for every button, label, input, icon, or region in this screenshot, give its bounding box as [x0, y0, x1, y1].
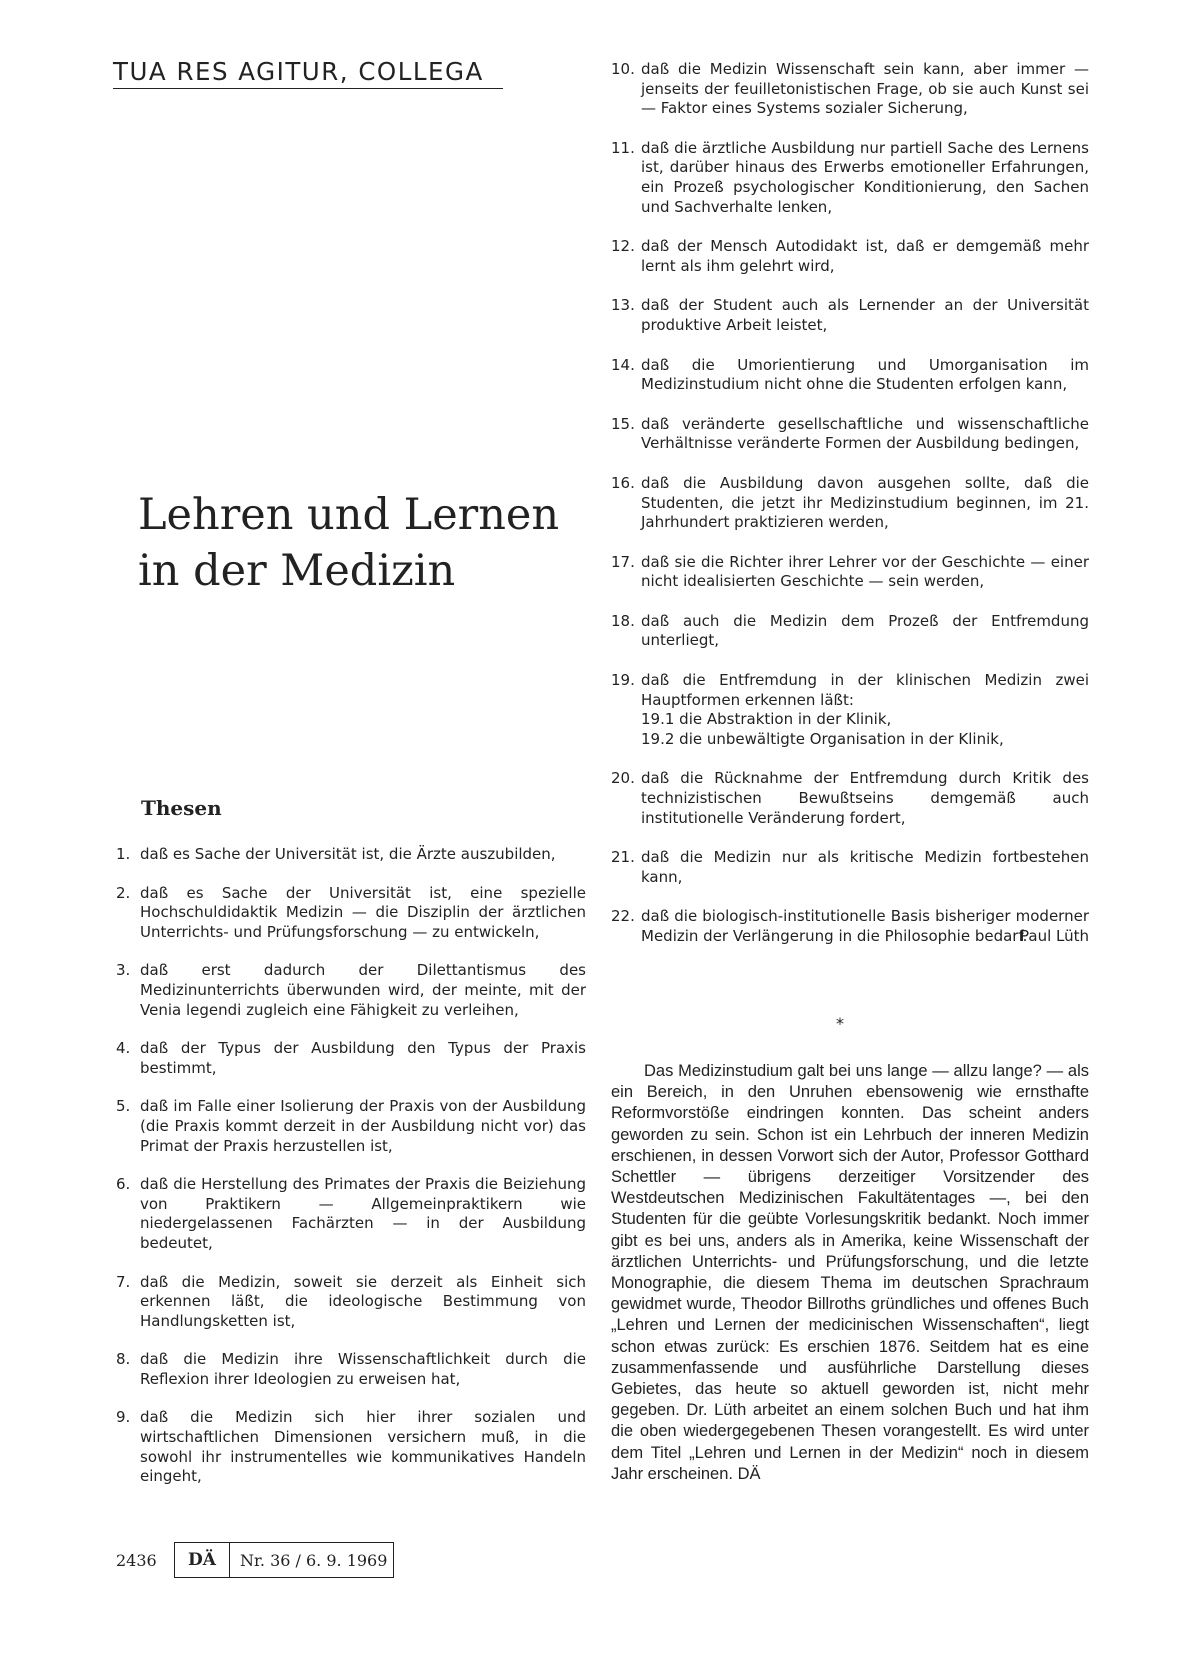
thesis-item — [116, 1273, 586, 1332]
thesis-text: daß die Medizin nur als kritische Medizin fortbestehen kann, — [641, 848, 1089, 886]
thesis-number: 10. — [611, 60, 635, 78]
title-line-2: in der Medizin — [138, 546, 456, 596]
thesis-item — [611, 848, 1089, 887]
thesis-item — [116, 1408, 586, 1486]
title-line-1: Lehren und Lernen — [138, 490, 560, 540]
rubric-header: TUA RES AGITUR, COLLEGA — [113, 58, 503, 89]
thesis-item — [611, 671, 1089, 749]
thesis-text: daß die Ausbildung davon ausgehen sollte, daß die Studenten, die jetzt ihr Medizinstudium beginnen, im 21. Jahrhundert praktizieren werden, — [641, 473, 1089, 532]
sub-thesis: 19.1 die Abstraktion in der Klinik, — [641, 710, 892, 729]
thesis-text: daß der Mensch Autodidakt ist, daß er demgemäß mehr lernt als ihm gelehrt wird, — [641, 237, 1089, 275]
thesis-number: 3. — [116, 961, 131, 980]
sub-thesis: 19.2 die unbewältigte Organisation in der Klinik, — [641, 729, 1004, 748]
thesis-number: 17. — [611, 552, 635, 571]
thesis-text: daß es Sache der Universität ist, eine spezielle Hochschuldidaktik Medizin — die Disziplin der ärztlichen Unterrichts- und Prüfungsforschung — zu entwickeln, — [140, 883, 586, 941]
thesis-number: 14. — [611, 355, 635, 374]
thesis-number: 5. — [116, 1097, 131, 1116]
thesis-text: daß die Herstellung des Primates der Praxis die Beiziehung von Praktikern — Allgemeinpraktikern wie niedergelassenen Fachärzten — in der Ausbildung bedeutet, — [140, 1175, 586, 1252]
thesis-number: 11. — [611, 138, 635, 157]
thesis-number: 21. — [611, 848, 635, 867]
thesis-text: daß sie die Richter ihrer Lehrer vor der Geschichte — einer nicht idealisierten Geschichte — sein werden, — [641, 552, 1089, 591]
thesis-item — [611, 356, 1089, 395]
thesis-text: daß die Medizin Wissenschaft sein kann, aber immer — jenseits der feuilletonistischen Frage, ob sie auch Kunst sei — Faktor eines Systems sozialer Sicherung, — [641, 60, 1089, 118]
thesis-main-text: daß die biologisch-institutionelle Basis bisheriger moderner Medizin der Verlängerung in die Philosophie bedarf. — [641, 907, 1089, 945]
thesis-number: 13. — [611, 296, 635, 315]
thesis-item — [611, 237, 1089, 276]
thesis-item — [116, 1175, 586, 1253]
thesis-item — [611, 474, 1089, 533]
article-title — [138, 487, 558, 599]
page-number: 2436 — [116, 1550, 157, 1570]
thesis-number: 19. — [611, 671, 635, 690]
thesis-text: daß die Medizin, soweit sie derzeit als Einheit sich erkennen läßt, die ideologische Bestimmung von Handlungsketten ist, — [140, 1272, 586, 1330]
issue-info: Nr. 36 / 6. 9. 1969 — [240, 1550, 388, 1570]
thesis-number: 9. — [116, 1408, 131, 1427]
thesis-item — [611, 139, 1089, 217]
thesis-item — [611, 415, 1089, 454]
thesis-text: daß auch die Medizin dem Prozeß der Entfremdung unterliegt, — [641, 611, 1089, 650]
thesis-number: 12. — [611, 237, 635, 256]
editorial-paragraph: Das Medizinstudium galt bei uns lange — allzu lange? — als ein Bereich, in den Unruhen ebensowenig wie ernsthafte Reformvorstöße eindringen konnten. Das scheint anders geworden zu sein. Schon ist ein Lehrbuch der inneren Medizin erschienen, in dessen Vorwort sich der Autor, Professor Gotthard Schettler — übrigens derzeitiger Vorsitzender des Westdeutschen Medizinischen Fakultätentages —, bei den Studenten für die geübte Vorlesungskritik bedankt. Noch immer gibt es bei uns, anders als in Amerika, keine Wissenschaft der ärztlichen Unterrichts- und Prüfungsforschung, und die letzte Monographie, die diesem Thema im deutschen Sprachraum gewidmet wurde, Theodor Billroths gründliches und offenes Buch „Lehren und Lernen der medicinischen Wissenschaften“, liegt schon etwas zurück: Es erschien 1876. Seitdem hat es eine zusammenfassende und ausführliche Darstellung dieses Gebietes, das heute so aktuell geworden ist, nicht mehr gegeben. Dr. Lüth arbeitet an einem solchen Buch und hat ihm die oben wiedergegebenen Thesen vorangestellt. Es wird unter dem Titel „Lehren und Lernen in der Medizin“ noch in diesem Jahr erscheinen. DÄ — [611, 1062, 1089, 1483]
journal-logo: DÄ — [175, 1543, 230, 1577]
thesis-item — [116, 845, 586, 865]
thesis-number: 7. — [116, 1272, 131, 1291]
thesis-text: daß erst dadurch der Dilettantismus des Medizinunterrichts überwunden wird, der meinte, mit der Venia legendi zugleich eine Fähigkeit zu verleihen, — [140, 961, 586, 1019]
thesis-text: daß die ärztliche Ausbildung nur partiell Sache des Lernens ist, darüber hinaus des Erwerbs emotioneller Erfahrungen, ein Prozeß psychologischer Konditionierung, den Sachen und Sachverhalte lenken, — [641, 138, 1089, 216]
thesis-number: 4. — [116, 1039, 131, 1058]
thesis-text: daß die Umorientierung und Umorganisation im Medizinstudium nicht ohne die Studenten erfolgen kann, — [641, 355, 1089, 394]
thesis-number: 22. — [611, 907, 635, 926]
thesis-number: 2. — [116, 883, 131, 902]
theses-list-left — [116, 845, 586, 1506]
thesis-item — [116, 1097, 586, 1156]
thesis-text: daß die Medizin sich hier ihrer sozialen und wirtschaftlichen Dimensionen versichern muß, in die sowohl ihr instrumentelles wie kommunikatives Handeln eingeht, — [140, 1408, 586, 1486]
thesis-item — [116, 884, 586, 943]
section-separator: * — [836, 1014, 844, 1033]
theses-list-right — [611, 60, 1089, 967]
thesis-text: daß der Student auch als Lernender an der Universität produktive Arbeit leistet, — [641, 296, 1089, 334]
thesis-number: 1. — [116, 845, 131, 863]
thesis-text: daß im Falle einer Isolierung der Praxis von der Ausbildung (die Praxis kommt derzeit in der Ausbildung nicht vor) das Primat der Praxis herzustellen ist, — [140, 1097, 586, 1155]
footer-box — [174, 1542, 394, 1578]
author-signature: Paul Lüth — [1020, 927, 1089, 945]
thesis-item — [611, 907, 1089, 946]
thesis-item — [611, 612, 1089, 651]
thesis-number: 8. — [116, 1350, 131, 1369]
thesis-text — [641, 907, 1089, 946]
thesis-number: 20. — [611, 769, 635, 788]
thesis-item — [116, 1039, 586, 1078]
thesis-item — [611, 769, 1089, 828]
thesis-item — [116, 1350, 586, 1389]
theses-heading: Thesen — [141, 796, 222, 820]
thesis-text: daß veränderte gesellschaftliche und wissenschaftliche Verhältnisse veränderte Formen der Ausbildung bedingen, — [641, 414, 1089, 453]
thesis-item — [116, 961, 586, 1020]
thesis-item — [611, 60, 1089, 119]
thesis-text: daß die Medizin ihre Wissenschaftlichkeit durch die Reflexion ihrer Ideologien zu erweisen hat, — [140, 1350, 586, 1388]
thesis-number: 18. — [611, 611, 635, 630]
thesis-text: daß es Sache der Universität ist, die Ärzte auszubilden, — [140, 845, 556, 863]
thesis-number: 6. — [116, 1175, 131, 1194]
page-footer — [116, 1542, 394, 1578]
thesis-number: 16. — [611, 473, 635, 492]
thesis-text — [641, 671, 1089, 749]
thesis-main-text: daß die Entfremdung in der klinischen Medizin zwei Hauptformen erkennen läßt: — [641, 671, 1089, 709]
thesis-item — [611, 553, 1089, 592]
thesis-text: daß die Rücknahme der Entfremdung durch Kritik des technizistischen Bewußtseins demgemäß auch institutionelle Veränderung fordert, — [641, 769, 1089, 827]
thesis-text: daß der Typus der Ausbildung den Typus der Praxis bestimmt, — [140, 1039, 586, 1077]
thesis-item — [611, 296, 1089, 335]
thesis-number: 15. — [611, 414, 635, 433]
